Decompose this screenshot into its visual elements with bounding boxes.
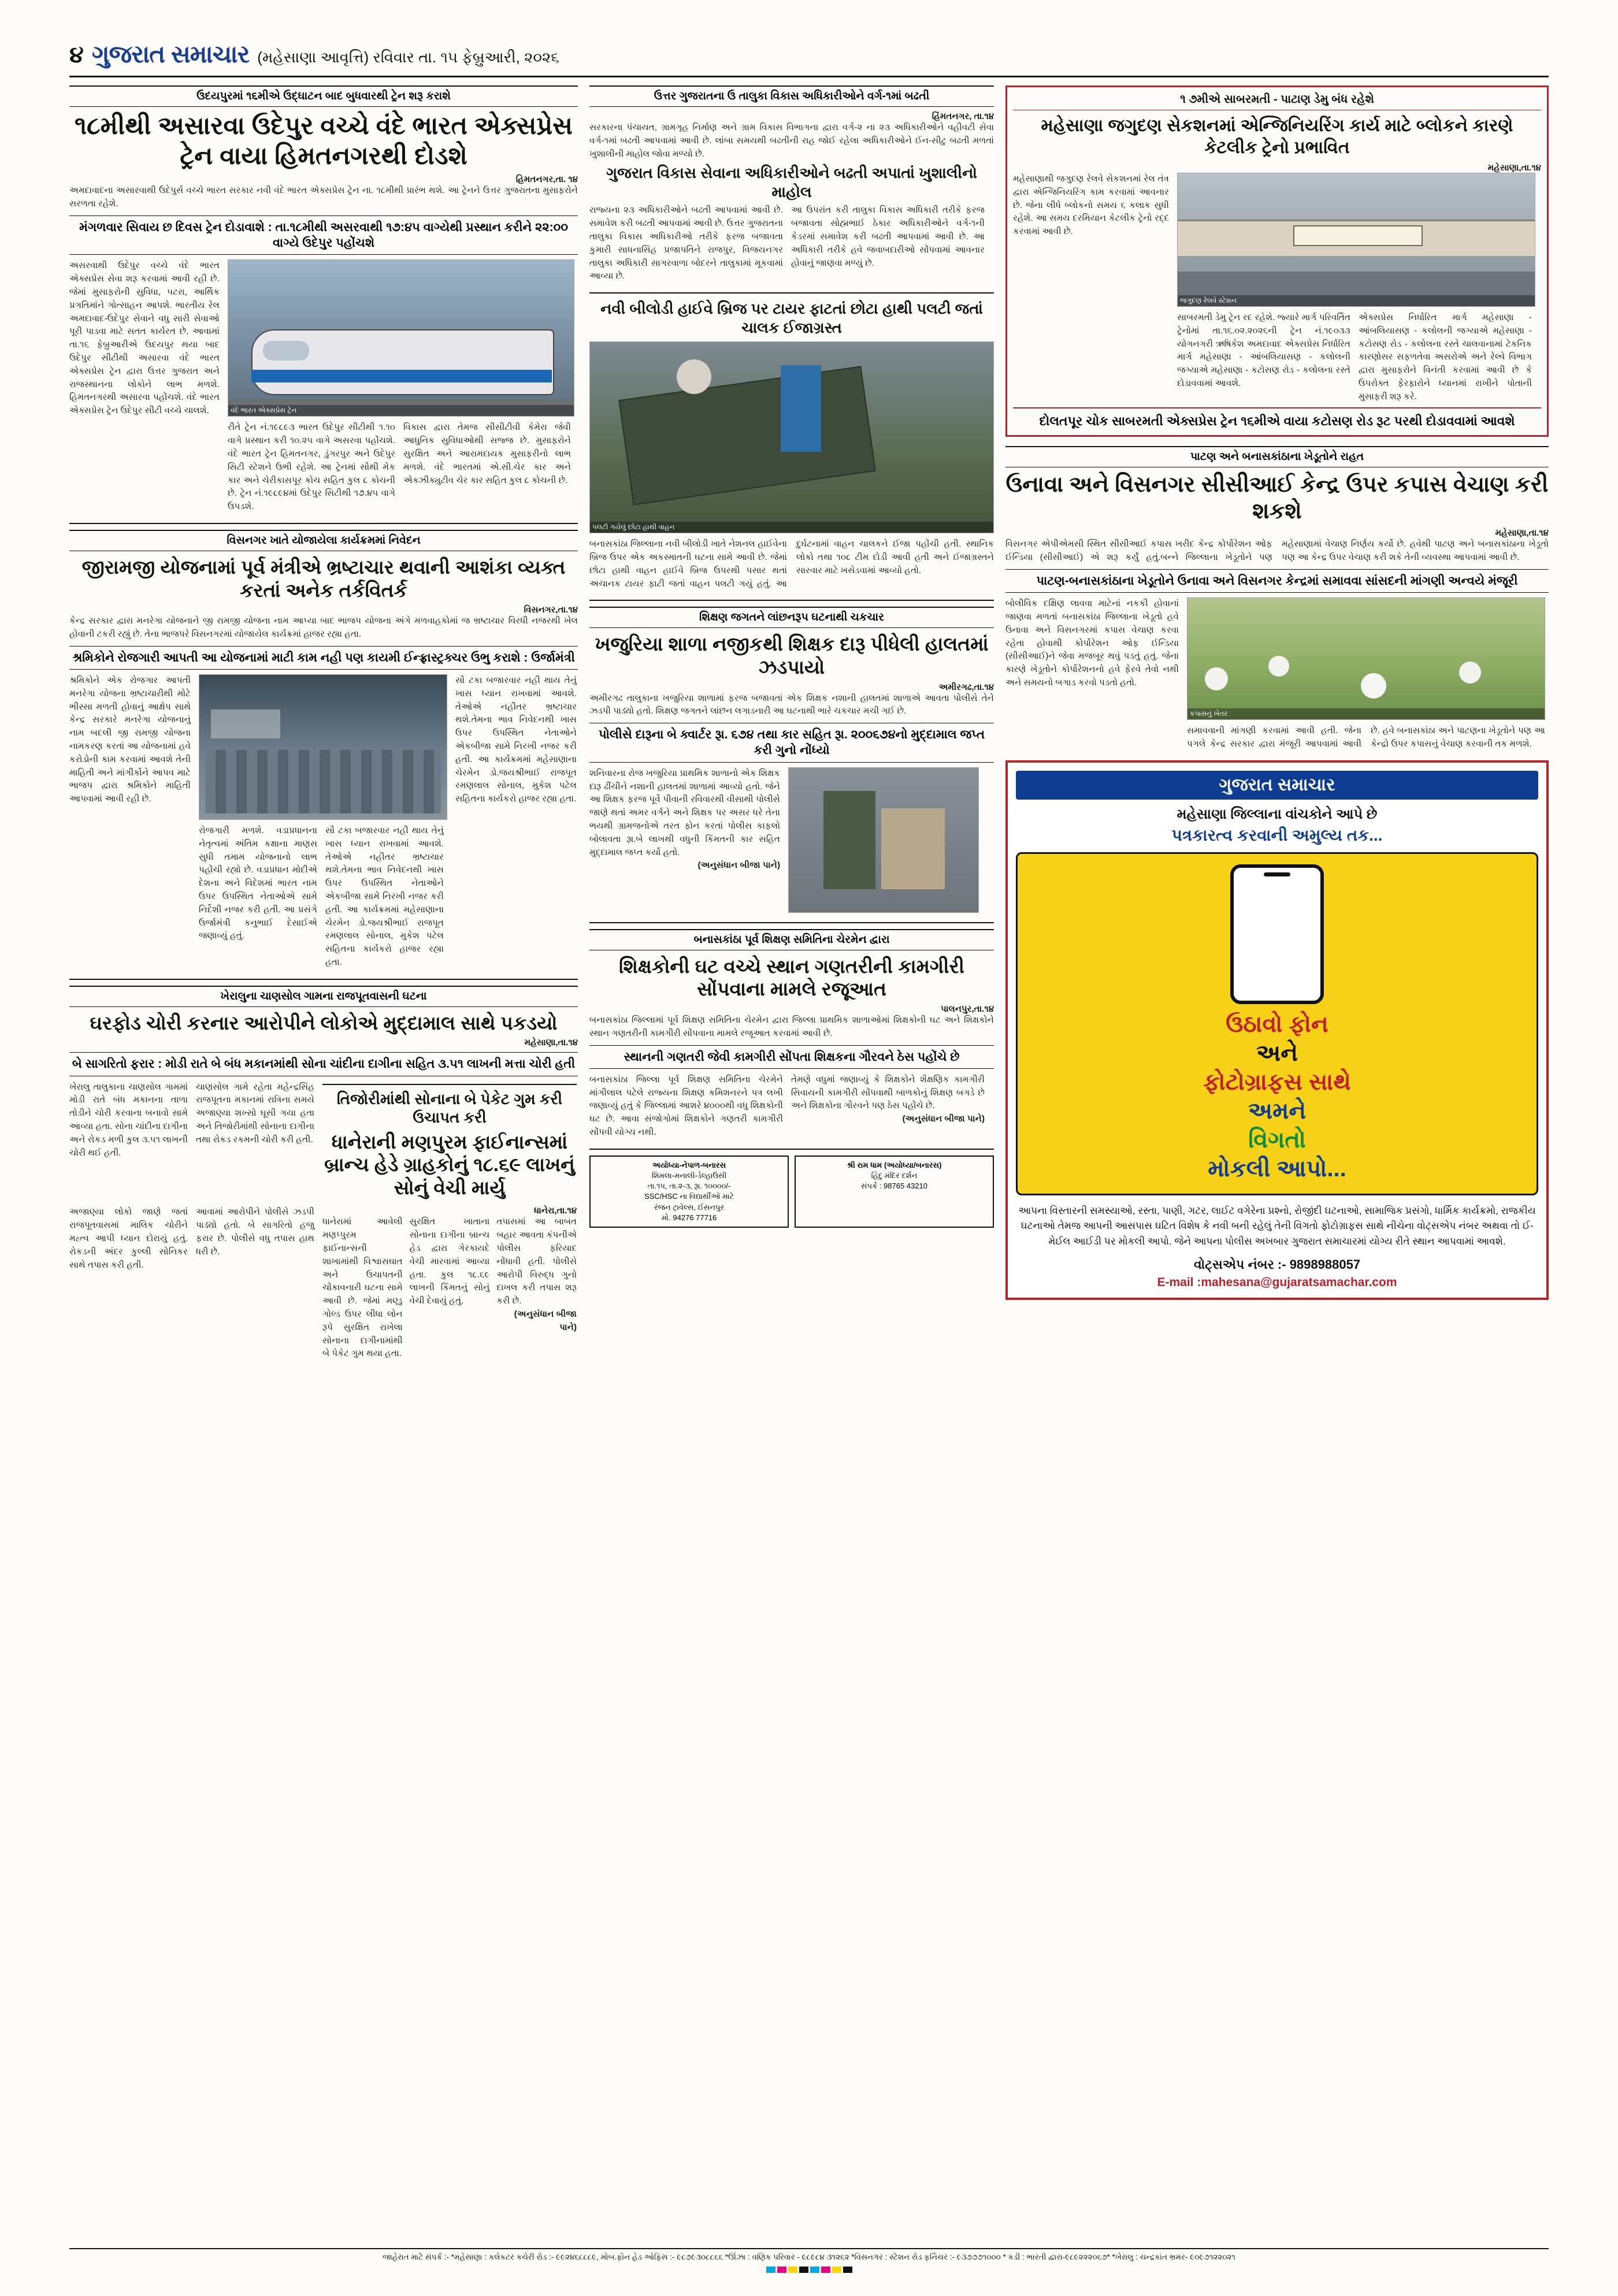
cotton-b1: વિસનગર એપીએમસી સ્થિત સીસીઆઈ કપાસ ખરીદ કેન્દ્ર કોર્પોરેશન ઓફ ઈન્ડિયા (સીસીઆઈ) એ શરૂ કર્યું હતું.બન્ને જિલ્લાના ખેડૂતોને પણ મહેસાણામાં વેચાણ નિર્ણય કર્યો છે. હવેથી પાટણ અને બનાસકાંઠાના ખેડૂતો પણ આ કેન્દ્ર ઉપર વેચાણ કરી શકે તેની વ્યવસ્થા આપવામાં આવી છે. [1005,539,1549,563]
gold-b3: તપાસમાં આ બાબત બહાર આવતા કંપનીએ પોલીસ ફરિયાદ નોંધાવી હતી. પોલીસે આરોપી વિરુદ્ધ ગુનો દાખલ કરી તપાસ શરૂ કરી છે. [496,1217,577,1306]
banas-edu-jump: (અનુસંધાન બીજા પાને) [902,1114,985,1124]
ad-y6: મોકલી આપો... [1208,1156,1346,1182]
theft-b4: આવામાં આરોપીને પોલીસે ઝડપી પાડ્યો હતો. બે સાગરિતો હજુ ફરાર છે. પોલીસે વધુ તપાસ હાથ ધરી છે. [196,1207,314,1257]
boxed-story-train-block [1005,86,1549,437]
ad-y1: ઉઠાવો ફોન [1226,1011,1328,1037]
classified-1-l1: શિમલા-મનાલી-ડેલ્હાઉસી [651,1171,727,1180]
story-teacher [589,607,994,912]
classified-2-l3: સંપર્ક : 98765 43210 [861,1182,927,1191]
classified-1-l2: તા.૧૫, તા.૨-૩, રૂા. ૧૦૦૦૦/- [647,1182,731,1191]
visnagar-body: કેન્દ્ર સરકાર દ્વારા મનરેગા યોજનાને જી રામજી યોજના નામ આપ્યા બાદ ભાજપ યોજના અંગે મળવાહકોમાં જ ભ્રષ્ટાચાર વિરધી નજરથી ખેલ હોવાની ટકરી રહ્યું છે. તેના ભાજપરે વિસનગરમાં યોજાયેલ કાર્યક્રમાં હાજર રહ્યા હતા. [69,616,578,639]
classified-1-l4: રંજન ટ્રાવેલ્સ, ઈસનપુર [654,1202,725,1212]
cotton-kicker: પાટણ અને બનાસકાંઠાના ખેડૂતોને રાહત [1005,446,1549,467]
banas-edu-headline: શિક્ષકોની ઘટ વચ્ચે સ્થાન ગણતરીની કામગીરી સોંપવાના મામલે રજૂઆત [619,955,964,1000]
publication-title: ગુજરાત સમાચાર [91,40,250,68]
cotton-photo-caption: કપાસનું ખેતર [1187,708,1545,719]
north-b3: આ ઉપરાંત કરી તાલુકા વિકાસ અધિકારી તરીકે ફરજ બજાવતા સોહ્મભાઈ ઠેકાર અધિકારીઓને વર્ગ-૧ની કેડરમાં સમાવેશ કરી બઢતી આપવામાં આવી છે. આ અધિકારી તરીકે હવે જવાબદારીઓ સોંપવામાં આવનાર હોવાનું જાણવા મળ્યું છે. [791,205,985,268]
teacher-kicker: શિક્ષણ જગતને લાંછનરૂપ ઘટનાથી ચકચાર [589,607,994,628]
cotton-subhead: પાટણ-બનાસકાંઠાના ખેડૂતોને ઉનાવા અને વિસનગર કેન્દ્રમાં સમાવવા સાંસદની માંગણી અન્વયે મંજૂરી [1005,569,1549,593]
visnagar-headline: જીરામજી યોજનામાં પૂર્વ મંત્રીએ ભ્રષ્ટાચાર થવાની આશંકા વ્યક્ત કરતાં અનેક તર્કવિતર્ક [81,556,566,601]
north-kicker: ઉત્તર ગુજરાતના ઉ તાલુકા વિકાસ અધિકારીઓને વર્ગ-૧માં બઢતી [589,86,994,107]
ad-logo: ગુજરાત સમાચાર [1016,771,1538,800]
cotton-byline: મહેસાણા,તા.૧૪ [1495,528,1549,538]
visnagar-b4: સૌ ટકા બજારવાર નહી થાય તેનું ખાસ ધ્યાન રાખવામાં આવશે. તેઓએ નહીતર ભ્રષ્ટાચાર થશે.તેમના ભાવ નિવેદનથી ખાસ ઉપર ઉપસ્થિત નેતાઓને એકબીજા સામે નિરખી નજર કરી હતી. આ કાર્યક્રમમાં મહેસાણાના ચેરમેન ડો.જયશ્રીભાઈ રાજપૂત રમણલાલ સોનાલ, મુકેશ પટેલ સહિતના કાર્યકરો હાજર રહ્યા હતા. [455,675,577,804]
footer-contacts: જાહેરાત માટે સંપર્ક :- *મહેસાણા : કલેકટર કચેરી રોડ :- ૯૯૨૪૬૮૮૮૯, મોબ.ફોન હેડ ઓફિસ :- ૯૮૭૯૩૦૮૮૬૬ *ઊંઝા : વણિક પરિવાર - ૯૮૯૮૪ ૩૧૨૬૨ *વિસનગર : સ્ટેશન રોડ ફર્નિચર :- ૯૩૭૭૭૧૦૦૦ * કડી : ભારતી દ્વારા-૯૮૯૨૨૨૦૬૭* *ખેરાલુ : ચન્દ્રકાંત ભ્રમર- ૯૦૯૭૧૨૨૦૨૧ [69,2248,1549,2262]
banas-edu-b2: બનાસકાંઠા જિલ્લા પૂર્વ શિક્ષણ સમિતિના ચેરમેને માંગીલાલ પટેલે રાજ્યના શિક્ષણ કમિશનરને પત્ર લખી જણાવ્યું હતું કે જિલ્લામાં આશરે ૪૦૦૦થી વધુ શિક્ષકોની ઘટ છે. આવા સંજોગોમાં શિક્ષકોને ગણતરી કામગીરી સોંપવી યોગ્ય નથી. [589,1074,783,1137]
gold-b1: ધાનેરામાં આવેલી મણપ્પુરમ ફાઈનાન્સની શાખામાંથી વિશ્વાસઘાત અને ઉચાપતની ચોંકાવનારી ઘટના સામે આવી છે. જેમાં મણ્ડુ ગોલ્ડ ઉપર લીધા લોન રૂપે સુરક્ષિત રાખેલા સોનાના દાગીનામાંથી બે પેકેટ ગુમ થયા હતા. [322,1217,403,1359]
classified-1-title: અયોધ્યા-નેપાળ-બનારસ [652,1160,726,1169]
classified-ad-1[interactable] [589,1156,789,1228]
truck-photo [589,341,994,533]
lead-body-left: અસરવાથી ઉદેપુર વચ્ચે વંદે ભારત એક્સપ્રેસ સેવા શરૂ કરવામાં આવી રહી છે. જેમાં મુસાફરોની સુવિધા, ૫ટરા, આર્થિક પ્રગતિમાંને ગોત્સાહન આપશે. ભારતીય રેલ અમદાવાદ-ઉદેપુર સેવાને વધુ સારી સેવાઓ પૂરી પાડવા માટે સતત કાર્યરત છે. આવામાં તા.૧૬ ફેબ્રુઆરીએ ઉદયપુર થયા બાદ ઉદેપુર સીટીથી અસારવા વંદે ભારત એક્સપ્રેસ ટ્રેન દ્વારા ઉત્તર ગુજરાત અને રાજસ્થાનના લોકોને લાભ મળશે. હિમતનગરથી અસારવા પહોંચશે. વંદે ભારત એક્સપ્રેસ ટ્રેન ઉદેપુર સીટી વચ્ચે ચાલશે. [69,261,220,416]
banas-edu-b1: બનાસકાંઠા જિલ્લામાં પૂર્વ શિક્ષણ સમિતિના ચેરમેન દ્વારા જિલ્લા પ્રાથમિક શાળાઓમાં શિક્ષકોની ઘટ અને શિક્ષકોને સ્થાન ગણતરીની કામગીરી સોંપવાના મામલે રજૂઆત કરવામાં આવી છે. [589,1015,994,1038]
cotton-b3: સમાવવાની માંગણી કરવામાં આવી હતી. જેના પગલે કેન્દ્ર સરકાર દ્વારા મંજૂરી આપવામાં આવી છે. હવે બનાસકાંઠા અને પાટણના ખેડૂતોને પણ આ કેન્દ્રો ઉપર કપાસનું વેચાણ કરવાની તક મળશે. [1187,726,1545,749]
classified-2-l2: હિંદુ મંદિર દર્શન [871,1171,918,1180]
cotton-photo [1187,597,1545,720]
boxed-b3: એક્સપ્રેસ નિર્ધારિત માર્ગ મહેસાણા - આંબલિયાસણ - કલોલની જગ્યાએ મહેસાણા - કટોસણ રોડ - કલોલના રસ્તે ચાલવાનામાં ટેકનિક કારણોસર સફળતેવા અસરોએ અને રેલ્વે વિભાગ દ્વારા મુસાફરોને વિનંતી કરવામાં આવી છે કે ઉપરોક્ત ફેરફારોને ધ્યાનમાં રાખીને પોતાની મુસાફરી શરૂ કરે. [1359,313,1532,402]
truck-kicker: નવી બીલોડી હાઈવે બ્રિજ પર ટાયર ફાટતાં છોટા હાથી પલટી જતાં ચાલક ઈજાગ્રસ્ત [600,300,983,336]
story-north-gujarat [589,86,994,283]
ad-body-text: આપના વિસ્તારની સમસ્યાઓ, રસ્તા, પાણી, ગટર, લાઈટ વગેરેના પ્રશ્નો, રોજીંદી ઘટનાઓ, સામાજિક પ્રસંગો, ધાર્મિક કાર્યક્રમો, રાજકીય ઘટનાઓ તેમજ આપની આસપાસ ઘટિત વિશેષ કે નવી બની રહેલું તેની વિગતો ફોટોગ્રાફસ સાથે નીચેના વોટ્સએપ નંબર અથવા તો ઈ-મેઈલ આઈડી પર મોકલી આપો. જેને આપના પોલીસ અખબાર ગુજરાત સમાચારમાં યોગ્ય રીતે સ્થાન આપવામાં આવશે. [1018,1205,1536,1247]
classified-ad-2[interactable] [795,1156,994,1228]
lead-story [69,86,578,514]
boxed-kicker: ૧ ૭મીએ સાબરમતી - પાટાણ ડેમુ બંધ રહેશે [1013,93,1541,110]
truck-photo-caption: પલટી ગયેલું છોટા હાથી વાહન [590,522,993,533]
boxed-b1: મહેસાણાથી જગુદણ રેલવે સેકશનમાં રેલ તંત્ર દ્વારા એન્જિનિયરિંગ કામ કરવામાં આવનાર છે. જેના લીધે બ્લોકનો સમય ૬ કલાક સુધી રહેશે. આ સમય દરમિયાન કેટલીક ટ્રેનો રદ્દ કરવામાં આવી છે. [1013,174,1169,237]
teacher-jump: (અનુસંધાન બીજા પાને) [697,860,780,871]
page-number: ૪ [69,42,84,68]
theft-b2: ચાણસોલ ગામે રહેતા મહેન્દ્રસિંહ રાજપૂતના મકાનમાં રાત્રિના સમયે અજાણ્યા શખ્સો ઘૂસી ગયા હતા અને તિજોરીમાંથી સોનાના દાગીના તથા રોકડ રકમની ચોરી કરી હતી. [196,1082,314,1145]
gold-headline: ધાનેરાની મણપુરમ ફાઈનાન્સમાં બ્રાન્ચ હેડે ગ્રાહકોનું ૧૮.૬૯ લાખનું સોનું વેચી માર્યુ [324,1131,575,1198]
banas-edu-b3: તેમણે વધુમાં જણાવ્યું કે શિક્ષકોને શૈક્ષણિક કામગીરી સિવાયની કામગીરી સોંપવાથી બાળકોનું શિક્ષણ બગડે છે અને શિક્ષકોના ગૌરવને પણ ઠેસ પહોંચે છે. [791,1074,985,1111]
visnagar-b1: શ્રમિકોને એક રોજગાર આપતી મનરેગા યોજના ભ્રષ્ટાચારીથી મોટે ભીસ્સા મળતી હોવાનું આક્ષેપ સાથે કેન્દ્ર સરકારે મનરેગા યોજનાનું નામ બદલી જી રામજી યોજના નામકરણ કરતાં આ યોજનામાં હવે કરોડોની કામ કરવામાં આવશે તેની માહિતી અને માંગીર્કોને આપવ માટે ભાજપ દ્વારા શ્રમિકોને માહિતી આપવામાં આવી રહી છે. [69,675,191,804]
ad-y2: અને [1256,1040,1298,1066]
ad-yellow-panel [1016,852,1538,1195]
teacher-headline: ખજુરિયા શાળા નજીકથી શિક્ષક દારૂ પીધેલી હાલતમાં ઝડપાયો [595,633,989,678]
lead-body-right: વિકાસ દ્વારા તેમજ સીસીટીવી કેમેરા જેવી આધુનિક સુવિધાઓથી સજ્જ છે. મુસાફરોને સુરક્ષિત અને આરામદાયક મુસાફરીનો લાભ મળશે. વંદે ભારતમાં એ.સી.ચેર કાર અને એક્ઝીક્યુટીવ ચેર કાર સહિત કુલ ૮ કોચની છે. [403,422,571,485]
lead-byline: હિમતનગર,તા. ૧૪ [515,174,578,185]
ad-email[interactable]: E-mail :mahesana@gujaratsamachar.com [1157,1275,1397,1289]
lead-subhead: મંગળવાર સિવાય છ દિવસ ટ્રેન દોડાવાશે : તા.૧૮મીથી અસરવાથી ૧૭:૪૫ વાગ્યેથી પ્રસ્થાન કરીને ૨૨:૦૦ વાગ્યે ઉદેપુર પહોંચશે [69,216,578,255]
page-footer [69,2248,1549,2273]
lead-deck: અમદાવાદના અસારવાથી ઉદેપુર્સ વચ્ચે ભારત સરકાર નવી વંદે ભારત એક્સપ્રેસ ટ્રેન ના. ૧૮મીથી પ્રારંભ થશે. આ ટ્રેનને ઉત્તર ગુજરાતના મુસાફરોને સરળતા રહેશે. [69,185,578,209]
visnagar-photo [199,674,447,820]
banas-edu-kicker: બનાસકાંઠા પૂર્વ શિક્ષણ સમિતિના ચેરમેન દ્વારા [589,929,994,950]
boxed-byline: મહેસાણા,તા.૧૪ [1487,163,1541,173]
boxed-photo [1177,173,1535,307]
ad-y3: ફોટોગ્રાફસ સાથે [1203,1069,1351,1095]
house-advertisement[interactable] [1005,760,1549,1300]
classified-2-l1: શ્રી રામ ધામ (અયોધ્યા/બનારસ) [847,1160,942,1169]
ad-y5: વિગતો [1248,1127,1306,1153]
theft-headline: ઘરફોડ ચોરી કરનાર આરોપીને લોકોએ મુદ્દામાલ સાથે પકડયો [90,1012,558,1034]
gold-b2: સુરક્ષિત ખાતાના સોનાના દાગીના બ્રાન્ચ હેડ દ્વારા ગેરકાયદે વેચી મારવામાં આવ્યા હતા. કુલ ૧૮.૬૯ લાખની કિંમતનું સોનું વેચી દેવાયું હતું. [409,1217,490,1306]
story-truck-accident [589,299,994,590]
banas-edu-subhead: સ્થાનની ગણતરી જેવી કામગીરી સોંપતા શિક્ષકના ગૌરવને ઠેસ પહોંચે છે [589,1045,994,1069]
cotton-headline: ઉનાવા અને વિસનગર સીસીઆઈ કેન્દ્ર ઉપર કપાસ વેચાણ કરી શકશે [1005,473,1549,523]
north-headline: ગુજરાત વિકાસ સેવાના અધિકારીઓને બઢતી અપાતાં ખુશાલીનો માહોલ [606,164,977,200]
theft-subhead: બે સાગરિતો ફરાર : મોડી રાતે બે બંધ મકાનમાંથી સોના ચાંદીના દાગીના સહિત ૩.૫૧ લાખની મત્તા ચોરી હતી [69,1052,578,1076]
lead-headline: ૧૮મીથી અસારવા ઉદેપુર વચ્ચે વંદે ભારત એક્સપ્રેસ ટ્રેન વાયા હિમતનગરથી દોડશે [74,112,573,170]
masthead [69,40,1549,77]
classified-1-l3: SSC/HSC ના વિદ્યાર્થીઓ માટે [644,1192,734,1201]
lead-kicker: ઉદયપુરમાં ૧૬મીએ ઉદ્ઘાટન બાદ બુધવારથી ટ્રેન શરૂ કરાશે [69,86,578,107]
visnagar-b3: સૌ ટકા બજારવાર નહી થાય તેનું ખાસ ધ્યાન રાખવામાં આવશે. તેઓએ નહીતર ભ્રષ્ટાચાર થશે.તેમના ભાવ નિવેદનથી ખાસ ઉપર ઉપસ્થિત નેતાઓને એકબીજા સામે નિરખી નજર કરી હતી. આ કાર્યક્રમમાં મહેસાણાના ચેરમેન ડો.જયશ્રીભાઈ રાજપૂત રમણલાલ સોનાલ, મુકેશ પટેલ સહિતના કાર્યકરો હાજર રહ્યા હતા. [325,826,444,967]
phone-icon [1230,864,1324,1004]
visnagar-byline: વિસનગર,તા.૧૪ [524,605,578,615]
ad-y4: અમને [1248,1098,1307,1124]
north-b1: સરકારના પંચાયત, ગ્રામગૃહ નિર્માણ અને ગ્રામ વિકાસ વિભાગના દ્વારા વર્ગ-૨ ના ૨૩ અધિકારીઓને વહીવટી સેવા વર્ગ-૧માં બઢતી આપવામાં આવી છે. લાંબા સમયથી બઢતીની રાહ જોઈ રહેલા અધિકારીઓને ઈન-સીટુ બઢતી મળતાં ખુશાલીની માહોલ જોવા મળ્યો છે. [589,122,994,159]
boxed-b2: સાબરમતી ડેમુ ટ્રેન રદ રહેશે. જ્યારે માર્ગ પરિવર્તિત ટ્રેનોમાં તા.૧૬.૦૨.૨૦૨૬ની ટ્રેન નં.૧૯૦૩૩ યોગનગરી ઋષિકેશ અમદાવાદ એક્સપ્રેસ નિર્ધારિત માર્ગ મહેસાણા - આંબલિયાસણ - કલોલની જગ્યાએ મહેસાણા - કટોસણ રોડ - કલોલના રસ્તે દોડાવવામાં આવશે. [1177,313,1350,388]
north-b2: રાજ્યના ૨૩ અધિકારીઓને બઢતી આપવામાં આવી છે. સમાવેશ કરી બઢતી આપવામાં આવી છે. ઉત્તર ગુજરાતના તાલુકા વિકાસ અધિકારીઓ તરીકે ફરજ બજાવતા કુમારી સાધનાસિંહ પ્રજાપતિને રાજપુર, વિજયનગર તાલુકા અધિકારી સાગરવાળા બોદરને તાલુકામાં મૂકવામાં આવ્યા છે. [589,205,783,281]
visnagar-b2: રોજગારી મળશે. વડાપ્રધાનના નેતૃત્વમાં અંતિમ કક્ષાના માણસ સુધી તમામ યોજનાનો લાભ પહોંચી રહ્યો છે. વડાપ્રધાન મોદીએ દેશના અને વિદેશમાં ભારત નામ ઉપર ઉપસ્થિત નેતાઓએ સામે નિર્દેશી નજર કરી હતી. આ પ્રસંગે ઉર્જામંત્રી કનુભાઈ દેસાઈએ જણાવ્યું હતું. [199,826,317,941]
lead-photo [228,259,574,417]
registration-marks [69,2267,1549,2273]
lead-body-mid: રીતે ટ્રેન નં.૧૯૮૯૩ ભારત ઉદેપુર સીટીથી ૧.૧૦ વાગે પ્રસ્થાન કરી ૧૦.૨૫ વાગે અસરવા પહોંચશે. વંદે ભારત ટ્રેન હિમતનગર, ડુંગરપુર અને ઉદેપુર સિટી સ્ટેશને ઉભી રહેશે. આ ટ્રેનમાં સૌથી મેક કાર અને ચેરીકાસપૂર કોચ સહિત કુલ ૮ કોચની છે. ટ્રેન નં.૧૯૮૯૪માં ઉદેપુર સિટીથી ૧૭.૪૫ વાગે ઉપડશે. [228,422,395,512]
ad-line-2: પત્રકારત્વ કરવાની અમુલ્ય તક... [1171,826,1383,844]
theft-kicker: ખેરાલુના ચાણસોલ ગામના રાજપૂતવાસની ઘટના [69,986,578,1007]
cotton-b2: બોલીવિક દક્ષિણ લાવવા માટેનાં નકકી હોવાનાં જાણવા મળતાં બનાસકાંઠા જિલ્લાના ખેડૂતો હવે ઉનાવા અને વિસનગરમાં કપાસ વેચાણ કરવા રહેતા હોવાથી કોર્પોરેશન ઓફ ઈન્ડિયા (સીસીઆઈ)ને જેવા મજબૂર થવું પડતું હતું. જેના કારણે ખેડૂતોને કોર્પોરેશનનો હવે ફેરવે તેવો નથી અને સમયનો બગાડ કરવો પડતો હતો. [1005,599,1179,688]
theft-b3: અજાણ્યા લોકો જાણે જતાં રાજપૂતવાસમાં માલિક ચોરીને મહ્ત્વ આપી ધ્યાન દોરાયું હતું. રોકડની અંદર કુલ્લી સોનિકર સાથે તપાસ કરી હતી. [69,1207,188,1270]
edition-date: (મહેસાણા આવૃત્તિ) રવિવાર તા. ૧૫ ફેબ્રુઆરી, ૨૦૨૬ [257,49,559,66]
classified-ads [589,1156,994,1228]
teacher-photo [788,767,979,913]
theft-b1: ખેરાલુ તાલુકાના ચાણસોલ ગામમાં મોડી રાતે બંધ મકાનના તાળા તોડીને ચોરી કરવાના બનાવો સામે આવ્યા હતા. સોના ચાંદીના દાગીના અને રોકડ મળી કુલ ૩.૫૧ લાખની ચોરી થઈ હતી. [69,1082,188,1158]
lead-photo-caption: વંદે ભારત એક્સપ્રેસ ટ્રેન [228,405,574,416]
story-cotton [1005,446,1549,751]
ad-line-1: મહેસાણા જિલ્લાના વાંચકોને આપે છે [1177,806,1378,822]
ad-whatsapp[interactable]: વોટ્સએપ નંબર :- 9898988057 [1193,1257,1361,1272]
teacher-b3: શનિવારના રોજ ખજુરિયા પ્રાથમિક શાળાનો એક શિક્ષક દારૂ ઢીંચીને નશાની હાલતમાં શાળામાં આવ્યો હતો. જેને આ શિક્ષક ફરજ પૂર્વે પીવાની રવિવારથી વીસાથી પોલીસે જાણે થતાં અમર વર્ગને અને શિક્ષક પર અસર ધરે તેના ભયથી ગ્રામજનોએ તરત ફોન કરતાં પોલીસ કાફલો બોલાવતા રૂા.બે લાખથી વધુની કિંમતની કાર સહિત મુદ્દામાલ જપ્ત કર્યો હતો. [589,768,780,857]
gold-jump: (અનુસંધાન બીજા પાને) [514,1309,577,1332]
theft-byline: મહેસાણા,તા.૧૪ [524,1038,578,1048]
story-banas-education [589,929,994,1139]
teacher-byline: અમીરગઢ,તા.૧૪ [938,682,994,692]
boxed-photo-caption: જગુદણ રેલવે સ્ટેશન [1178,295,1535,306]
story-theft [69,986,578,1361]
truck-body: બનાસકાંઠા જિલ્લાના નવી બીલોડી ખાતે નેશનલ હાઈવેના બ્રિજ ઉપર એક અકસ્માતની ઘટના સામે આવી છે. જેમાં છોટા હાથી વાહન હાઈવે બ્રિજ ઉપરથી પસાર થતાં અચાનક ટાયર ફાટી જતાં વાહન પલટી ગયું હતું. આ દુર્ઘટનામાં વાહન ચાલકને ઈજા પહોંચી હતી. સ્થાનિક લોકો તથા ૧૦૮ ટીમ દોડી આવી હતી અને ઈજાગ્રસ્તને સારવાર માટે ખસેડવામાં આવ્યો હતો. [589,539,994,589]
classified-1-l5: મો. 94276 77716 [661,1213,717,1222]
story-visnagar [69,530,578,969]
gold-kicker: તિજોરીમાંથી સોનાના બે પેકેટ ગુમ કરી ઉચાપત કરી [322,1084,577,1127]
north-byline: હિંમતનગર, તા.૧૪ [932,112,994,121]
banas-edu-byline: પાલનપુર,તા.૧૪ [940,1004,994,1014]
visnagar-kicker: વિસનગર ખાતે યોજાયેલા કાર્યક્રમમાં નિવેદન [69,530,578,551]
visnagar-subhead: શ્રમિકોને રોજગારી આપતી આ યોજનામાં માટી કામ નહી પણ કાયમી ઈન્ફ્રાસ્ટ્રક્ચર ઉભુ કરાશે : ઉર્જામંત્રી [69,646,578,670]
boxed-headline: મહેસાણા જગુદણ સેકશનમાં એન્જિનિયરિંગ કાર્ય માટે બ્લોકને કારણે કેટલીક ટ્રેનો પ્રભાવિત [1041,116,1513,157]
teacher-subhead: પોલીસે દારૂના બે ક્વાર્ટર રૂા. ૬૭૪ તથા કાર સહિત રૂા. ૨૦૦૬૭૪નો મુદ્દામાલ જપ્ત કરી ગુનો નોંધ્યો [589,723,994,763]
teacher-b1: અમીરગઢ તાલુકાના ખજુરિયા શાળામાં ફરજ બજાવતાં એક શિક્ષક નશાની હાલતમાં શાળાએ આવતા પોલીસે તેને ઝડપી પાડ્યો હતો. શિક્ષણ જગતને લાંછન લગાડનારી આ ઘટનાથી ભારે ચકચાર મચી ગઈ છે. [589,693,994,716]
boxed-footer-headline: દોલતપૂર ચોક સાબરમતી એક્સપ્રેસ ટ્રેન ૧૬મીએ વાયા કટોસણ રોડ રૂટ પરથી દોડાવવામાં આવશે [1013,407,1541,430]
gold-byline: ધાનેરા,તા.૧૪ [534,1206,577,1216]
